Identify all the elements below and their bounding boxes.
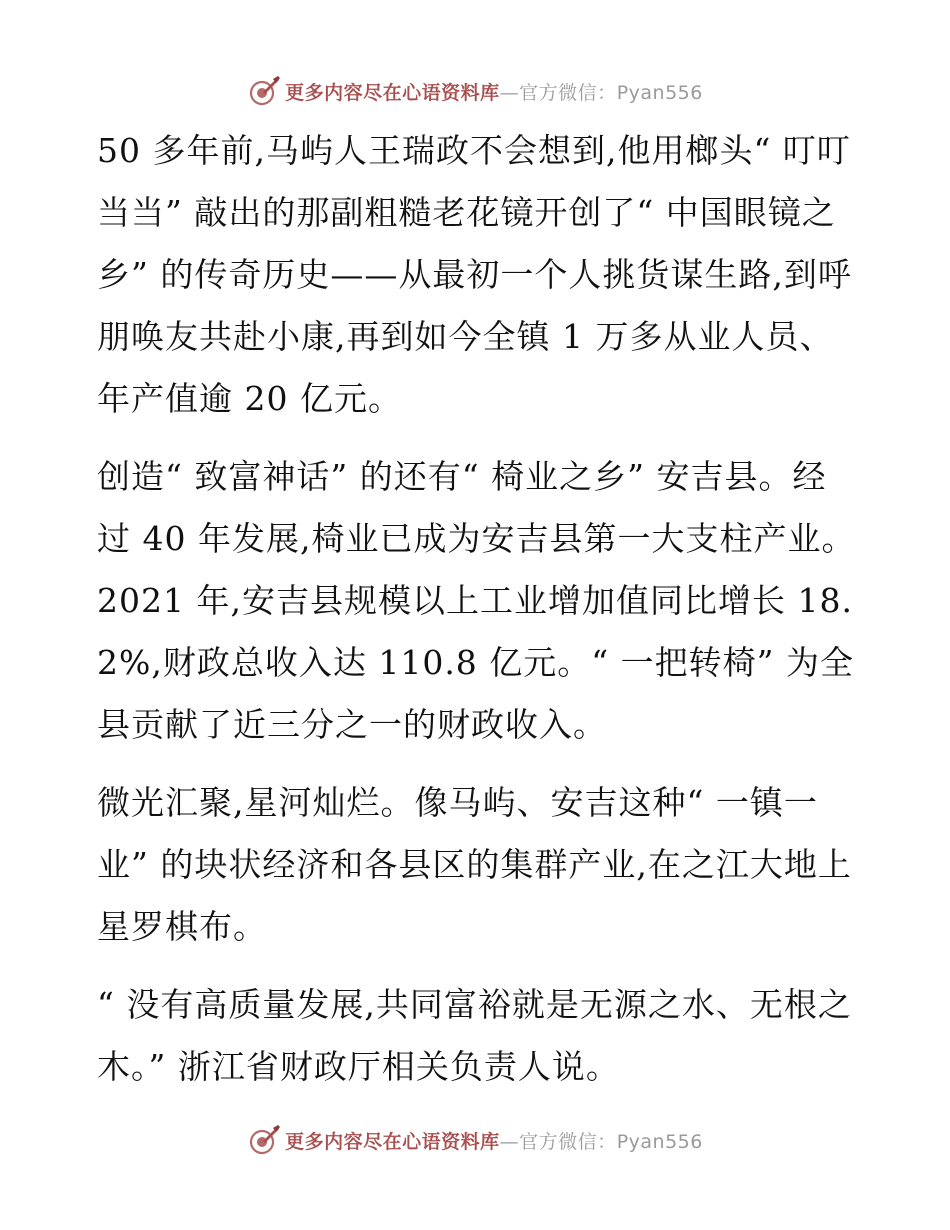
paragraph-4: “ 没有高质量发展,共同富裕就是无源之水、无根之木。” 浙江省财政厅相关负责人说。: [97, 985, 852, 1086]
footer-watermark: [0, 1120, 950, 1160]
watermark-id: Pyan556: [616, 81, 703, 104]
watermark-sub: 官方微信：: [519, 81, 617, 104]
quill-seal-icon: [247, 1123, 281, 1157]
paragraph-3: 微光汇聚,星河灿烂。像马屿、安吉这种“ 一镇一业” 的块状经济和各县区的集群产业,在之江大地上星罗棋布。: [97, 783, 852, 946]
watermark-main: 更多内容尽在心语资料库: [285, 1130, 500, 1153]
quill-seal-icon: [247, 74, 281, 108]
watermark-main: 更多内容尽在心语资料库: [285, 81, 500, 104]
watermark-dash: —: [499, 81, 520, 104]
paragraph-1: 50 多年前,马屿人王瑞政不会想到,他用榔头“ 叮叮当当” 敲出的那副粗糙老花镜开创了“ 中国眼镜之乡” 的传奇历史——从最初一个人挑货谋生路,到呼朋唤友共赴小康,再到如今全镇 1 万多从业人员、年产值逾 20 亿元。: [97, 131, 852, 418]
watermark-text: [285, 1127, 703, 1154]
watermark-sub: 官方微信：: [519, 1130, 617, 1153]
watermark-dash: —: [499, 1130, 520, 1153]
paragraph-2: 创造“ 致富神话” 的还有“ 椅业之乡” 安吉县。经过 40 年发展,椅业已成为安吉县第一大支柱产业。2021 年,安吉县规模以上工业增加值同比增长 18.2%,财政总收入达 110.8 亿元。“ 一把转椅” 为全县贡献了近三分之一的财政收入。: [97, 457, 856, 744]
watermark-text: [285, 78, 703, 105]
header-watermark: [0, 71, 950, 111]
article-body: [97, 120, 857, 1114]
watermark-id: Pyan556: [616, 1130, 703, 1153]
